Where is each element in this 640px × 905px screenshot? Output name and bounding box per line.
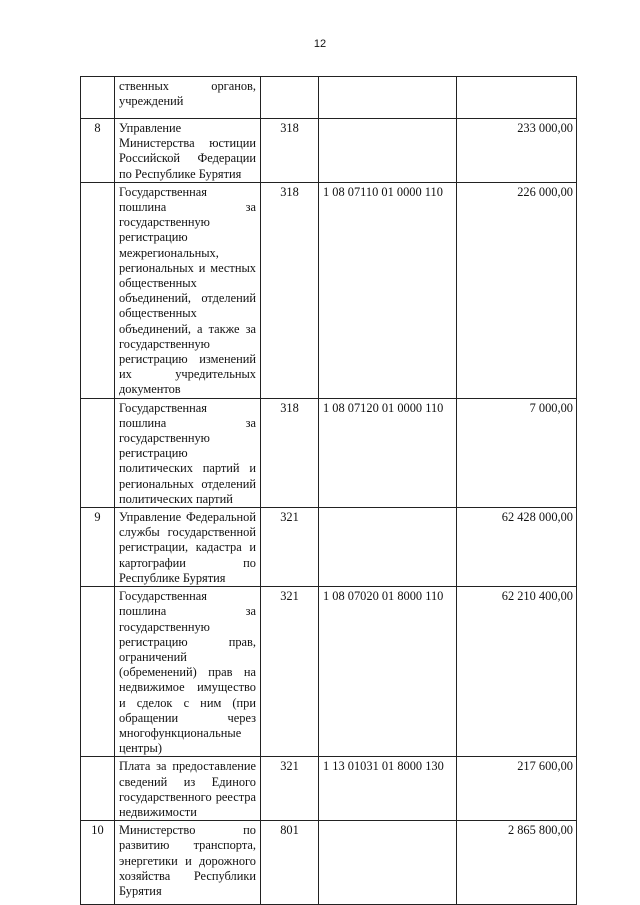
row-kbk: 1 08 07120 01 0000 110: [319, 398, 457, 507]
row-amount: 7 000,00: [457, 398, 577, 507]
row-amount: 217 600,00: [457, 757, 577, 821]
row-amount: 226 000,00: [457, 182, 577, 398]
row-name: Государственная пошлина за государственную регистрацию политических партий и региональных отделений политических партий: [115, 398, 261, 507]
row-number: [81, 757, 115, 821]
row-name: Государственная пошлина за государственную регистрацию прав, ограничений (обременений) прав на недвижимое имущество и сделок с ним (при обращении через многофункциональные центры): [115, 587, 261, 757]
row-amount: 62 428 000,00: [457, 508, 577, 587]
table-row: [81, 182, 577, 398]
row-number: 8: [81, 119, 115, 183]
row-admin-code: 318: [261, 119, 319, 183]
page-number: 12: [313, 38, 327, 50]
row-amount: 62 210 400,00: [457, 587, 577, 757]
row-kbk: [319, 119, 457, 183]
row-number: 10: [81, 821, 115, 905]
row-admin-code: 318: [261, 182, 319, 398]
row-kbk: [319, 821, 457, 905]
row-admin-code: 318: [261, 398, 319, 507]
row-kbk: 1 13 01031 01 8000 130: [319, 757, 457, 821]
row-amount: 2 865 800,00: [457, 821, 577, 905]
table-row: [81, 821, 577, 905]
row-name: Государственная пошлина за государственную регистрацию межрегиональных, региональных и местных общественных объединений, отделений общественных объединений, а также за государственную регистрацию изменений их учредительных документов: [115, 182, 261, 398]
row-admin-code: [261, 77, 319, 119]
row-admin-code: 321: [261, 757, 319, 821]
row-kbk: 1 08 07020 01 8000 110: [319, 587, 457, 757]
row-admin-code: 321: [261, 587, 319, 757]
table-row: [81, 398, 577, 507]
row-name: ственных органов, учреждений: [115, 77, 261, 119]
row-kbk: [319, 77, 457, 119]
row-name: Плата за предоставление сведений из Единого государственного реестра недвижимости: [115, 757, 261, 821]
table-row: [81, 587, 577, 757]
row-amount: [457, 77, 577, 119]
row-number: [81, 398, 115, 507]
row-number: [81, 587, 115, 757]
row-amount: 233 000,00: [457, 119, 577, 183]
row-name: Управление Федеральной службы государственной регистрации, кадастра и картографии по Республике Бурятия: [115, 508, 261, 587]
row-number: 9: [81, 508, 115, 587]
row-admin-code: 801: [261, 821, 319, 905]
row-name: Управление Министерства юстиции Российской Федерации по Республике Бурятия: [115, 119, 261, 183]
row-number: [81, 182, 115, 398]
table-row: [81, 119, 577, 183]
row-number: [81, 77, 115, 119]
row-name: Министерство по развитию транспорта, энергетики и дорожного хозяйства Республики Бурятия: [115, 821, 261, 905]
table-row: [81, 77, 577, 119]
row-kbk: 1 08 07110 01 0000 110: [319, 182, 457, 398]
revenue-table: [80, 76, 577, 905]
row-admin-code: 321: [261, 508, 319, 587]
table-row: [81, 757, 577, 821]
row-kbk: [319, 508, 457, 587]
table-row: [81, 508, 577, 587]
